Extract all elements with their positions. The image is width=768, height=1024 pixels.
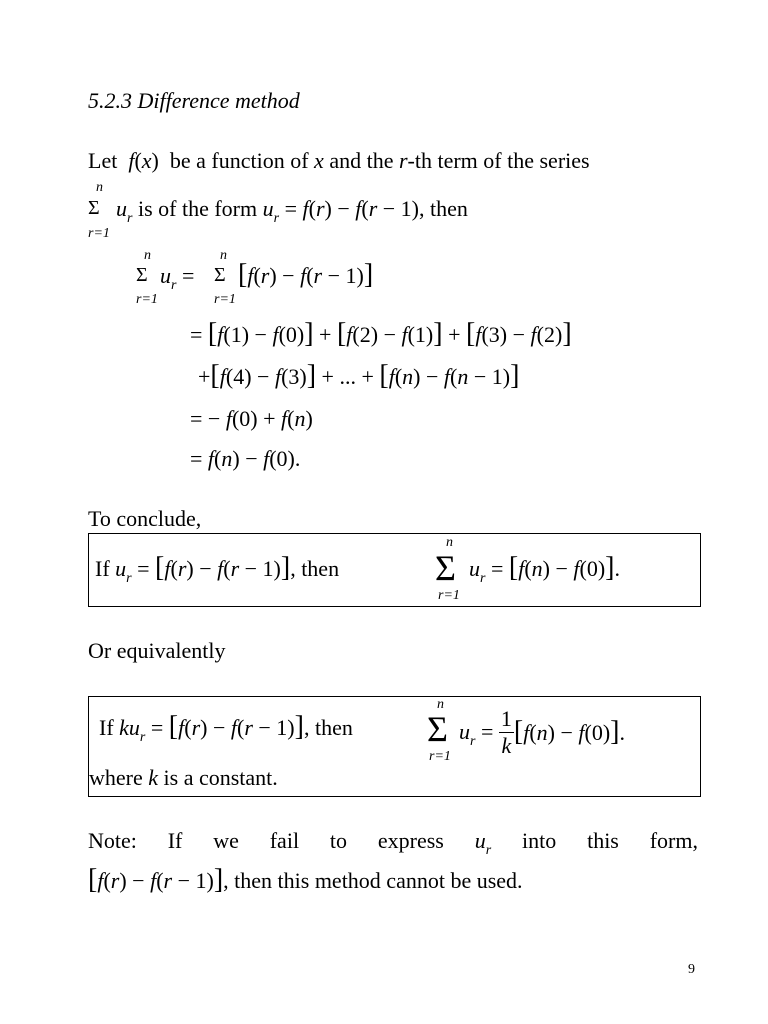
page-number: 9 [688, 962, 695, 977]
note-line-1: Note: If we fail to express $u_r$ into this form, [88, 828, 698, 858]
derivation-line-5: = f(n) − f(0). [190, 446, 301, 471]
note-line-2: [f(r) − f(r − 1)], then this method cannot be used. [88, 864, 523, 895]
derivation-line-4: = − f(0) + f(n) [190, 406, 313, 431]
box1-result: $u_r = [f(n) - f(0)]$. [469, 552, 620, 586]
derivation-line-2: = [f(1) − f(0)] + [f(2) − f(1)] + [f(3) − f(2)] [190, 318, 572, 349]
box2-result: $u_r$ = $\frac{1}{k}$ [f(n) − f(0)]. [459, 705, 625, 758]
equivalent-box: If $ku_r = [f(r) - f(r - 1)]$, then n Σ r=1 $u_r$ = $\frac{1}{k}$ [f(n) − f(0)]. where k is a constant. [88, 696, 701, 797]
box1-formula: If $u_r = [f(r) - f(r - 1)]$, then [95, 552, 340, 586]
derivation-line-3: +[f(4) − f(3)] + ... + [f(n) − f(n − 1)] [198, 360, 520, 391]
one-over-k-fraction: $\frac{1}{k}$ [500, 705, 512, 758]
box2-formula: If $ku_r = [f(r) - f(r - 1)]$, then [99, 711, 353, 745]
section-heading: 5.2.3 Difference method [88, 88, 300, 113]
or-equivalently-label: Or equivalently [88, 638, 226, 663]
box2-footer: where k is a constant. [89, 765, 278, 790]
conclusion-box: If $u_r = [f(r) - f(r - 1)]$, then n Σ r=1 $u_r = [f(n) - f(0)]$. [88, 533, 701, 607]
intro-line-1: Let f(x) be a function of x and the r-th term of the series [88, 148, 590, 173]
to-conclude-label: To conclude, [88, 506, 202, 531]
